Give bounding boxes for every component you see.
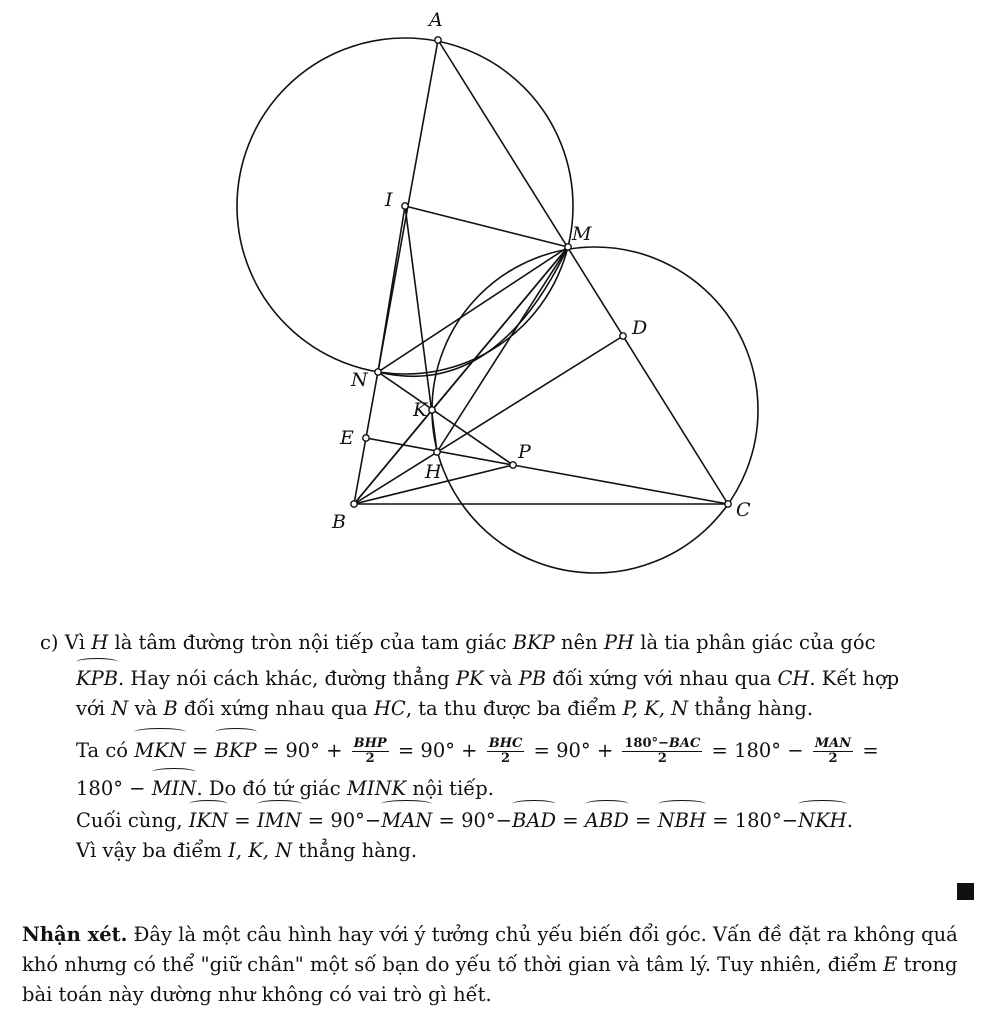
point-B (351, 501, 357, 507)
segment-BK (354, 410, 432, 504)
part-c-line-3: với N và B đối xứng nhau qua HC, ta thu được ba điểm P, K, N thẳng hàng. (76, 697, 814, 720)
qed-square-icon (957, 883, 974, 900)
point-P (510, 462, 516, 468)
label-B: B (332, 511, 346, 533)
point-C (725, 501, 731, 507)
segment-MN (378, 247, 568, 372)
label-K: K (413, 399, 428, 421)
fraction-bhc: $\frac{\text{BHC}}{2}$ (488, 736, 523, 766)
point-A (435, 37, 441, 43)
label-I: I (385, 189, 393, 211)
final-line-1: Cuối cùng, IKN = IMN = 90°−MAN = 90°−BAD = ABD = NBH = 180°−NKH. (40, 800, 980, 836)
segment-IM (405, 206, 568, 247)
point-H (434, 449, 440, 455)
fraction-bhp: $\frac{\text{BHP}}{2}$ (353, 736, 387, 766)
segment-IN (378, 206, 405, 372)
segment-PC (513, 465, 728, 504)
remark-paragraph (22, 920, 982, 1010)
point-M (565, 244, 571, 250)
proof-part-c (40, 628, 980, 724)
point-E (363, 435, 369, 441)
final-line-2: Vì vậy ba điểm I, K, N thẳng hàng. (76, 839, 418, 862)
label-P: P (518, 441, 531, 463)
part-label: c) (40, 631, 59, 654)
remark-tail: trong bài toán này dường như không có vai trò gì hết. (22, 953, 958, 1006)
angle-eq-line-2: 180° − MIN. Do đó tứ giác MINK nội tiếp. (40, 768, 980, 804)
label-M: M (572, 223, 592, 245)
label-E: E (340, 427, 354, 449)
fraction-bac: $\frac{\text{180°−BAC}}{2}$ (624, 736, 701, 766)
part-c-line-2: KPB. Hay nói cách khác, đường thẳng PK và PB đối xứng với nhau qua CH. Kết hợp (40, 658, 980, 694)
fraction-man: $\frac{\text{MAN}}{2}$ (814, 736, 852, 766)
point-N (375, 369, 381, 375)
final-argument (40, 800, 980, 866)
remark-point-e: E (883, 953, 898, 976)
angle-eq-line-1: Ta có MKN = BKP = 90° + $\frac{\text{BHP}}{2}$ = 90° + $\frac{\text{BHC}}{2}$ = 90° + $\frac{\text{180°−BAC}}{2}$ = 180° − $\frac{\text{MAN}}{2}$ = (40, 728, 980, 768)
point-I (402, 203, 408, 209)
label-D: D (632, 317, 648, 339)
segment-MH (437, 247, 568, 452)
part-c-line-1: c) Vì H là tâm đường tròn nội tiếp của tam giác BKP nên PH là tia phân giác của góc (40, 631, 876, 654)
segment-AC (438, 40, 728, 504)
label-H: H (425, 461, 442, 483)
angle-equation (40, 728, 980, 804)
point-D (620, 333, 626, 339)
remark-title: Nhận xét. (22, 923, 128, 946)
remark-body: Đây là một câu hình hay với ý tưởng chủ yếu biến đổi góc. Vấn đề đặt ra không quá khó nhưng có thể "giữ chân" một số bạn do yếu tố thời gian và tâm lý. Tuy nhiên, điểm (22, 923, 958, 976)
point-K (429, 407, 435, 413)
label-C: C (736, 499, 751, 521)
label-N: N (351, 369, 368, 391)
label-A: A (429, 9, 443, 31)
circle-through-M-N-C (432, 247, 758, 573)
